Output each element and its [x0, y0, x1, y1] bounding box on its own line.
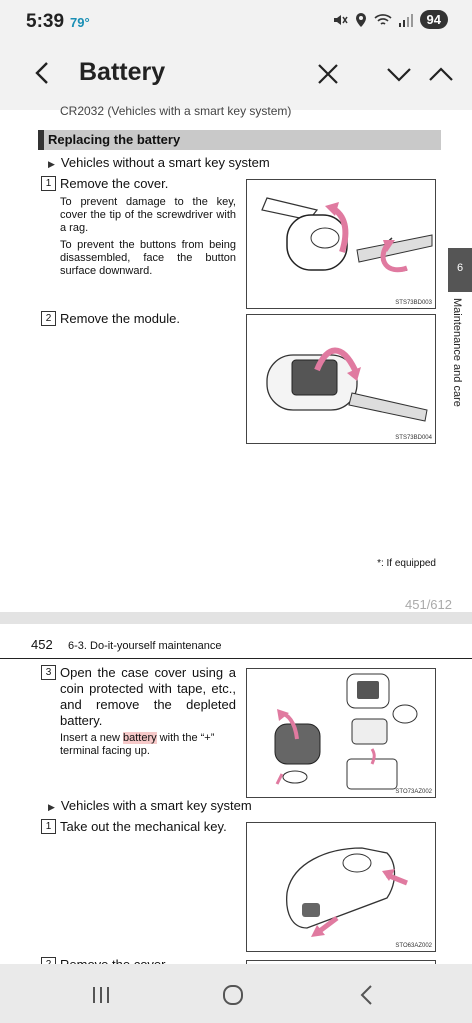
page-number: 452 — [31, 637, 53, 652]
status-icons — [332, 10, 448, 29]
key-cover-illustration — [247, 180, 435, 308]
previous-match-button[interactable] — [425, 58, 457, 90]
back-button[interactable] — [28, 58, 58, 88]
recent-apps-icon — [86, 980, 116, 1010]
signal-icon — [398, 12, 414, 28]
chevron-up-icon — [425, 58, 457, 90]
chevron-left-icon — [28, 58, 58, 88]
chapter-tab: 6 — [448, 248, 472, 292]
next-match-button[interactable] — [383, 58, 415, 90]
subheading-smart-key: ▶ Vehicles with a smart key system — [48, 798, 252, 813]
section-title: Replacing the battery — [48, 132, 181, 147]
battery-replacement-illustration — [247, 669, 435, 797]
step-number: 2 — [41, 311, 56, 326]
step-number: 3 — [41, 665, 56, 680]
chevron-down-icon — [383, 58, 415, 90]
triangle-bullet-icon: ▶ — [48, 802, 55, 812]
app-bar — [0, 42, 472, 110]
document-page-451[interactable] — [0, 104, 472, 612]
page-gap — [0, 612, 472, 624]
home-button[interactable] — [218, 980, 248, 1010]
step-text: Open the case cover using a coin protected with tape, etc., and remove the depleted battery. — [60, 665, 236, 728]
figure-replace-battery — [246, 668, 436, 798]
note-text: To prevent damage to the key, cover the tip of the screwdriver with a rag. — [60, 196, 236, 234]
figure-remove-cover — [246, 179, 436, 309]
recent-apps-button[interactable] — [86, 980, 116, 1010]
page-counter: 451/612 — [405, 597, 452, 612]
chapter-side-label: Maintenance and care — [451, 298, 463, 407]
cut-off-heading: CR2032 (Vehicles with a smart key system) — [60, 104, 292, 118]
battery-indicator: 94 — [420, 10, 448, 29]
triangle-bullet-icon: ▶ — [48, 159, 55, 169]
step-number: 1 — [41, 819, 56, 834]
status-bar — [0, 0, 472, 42]
page-title: Battery — [79, 58, 166, 86]
key-module-illustration — [247, 315, 435, 443]
wifi-icon — [374, 12, 392, 28]
step-text: Remove the cover. — [60, 176, 169, 191]
figure-code: STO73AZ002 — [395, 789, 432, 795]
step-number: 1 — [41, 176, 56, 191]
figure-code: STO63AZ002 — [395, 943, 432, 949]
search-highlight: battery — [122, 732, 157, 744]
document-page-452[interactable] — [0, 624, 472, 964]
back-arrow-icon — [352, 980, 382, 1010]
subheading-no-smart-key: ▶ Vehicles without a smart key system — [48, 155, 270, 170]
figure-code: STS73BD004 — [395, 435, 432, 441]
footnote: *: If equipped — [377, 558, 436, 569]
mute-icon — [332, 12, 348, 28]
step-text: Remove the module. — [60, 311, 180, 326]
location-icon — [354, 12, 368, 28]
section-heading — [38, 130, 441, 150]
figure-mechanical-key — [246, 822, 436, 952]
note-text: To prevent the buttons from being disassembled, face the button surface downward. — [60, 239, 236, 277]
system-back-button[interactable] — [352, 980, 382, 1010]
figure-code: STS73BD003 — [395, 300, 432, 306]
home-icon — [218, 980, 248, 1010]
system-navigation-bar — [0, 964, 472, 1023]
figure-remove-module — [246, 314, 436, 444]
note-text: Insert a new battery with the “+” terminal facing up. — [60, 732, 215, 757]
smart-key-illustration — [247, 823, 435, 951]
close-icon — [312, 58, 344, 90]
status-temperature: 79° — [70, 15, 90, 30]
status-time: 5:39 — [26, 11, 65, 32]
header-divider — [0, 658, 472, 659]
step-text: Take out the mechanical key. — [60, 819, 227, 834]
close-search-button[interactable] — [312, 58, 344, 90]
chapter-heading: 6-3. Do-it-yourself maintenance — [68, 640, 222, 652]
